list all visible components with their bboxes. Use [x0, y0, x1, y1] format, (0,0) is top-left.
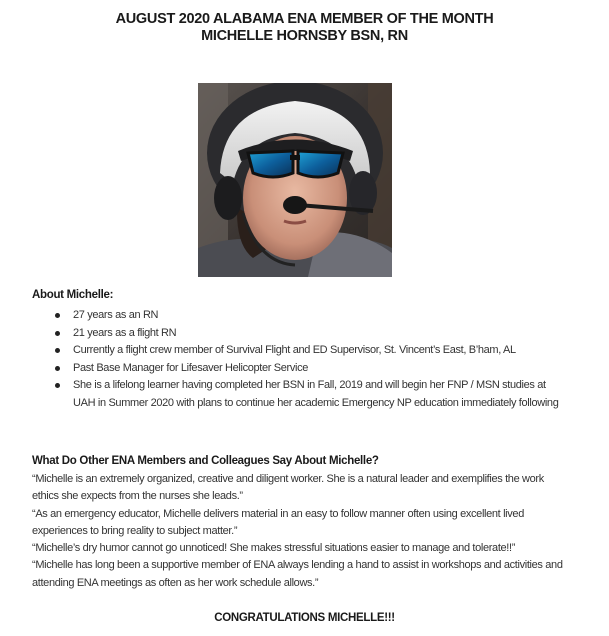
- congratulations-banner: CONGRATULATIONS MICHELLE!!!: [214, 612, 395, 624]
- testimonial-quote: “Michelle is an extremely organized, creative and diligent worker. She is a natural leader and exemplifies the work ethics she expects from the nurses she leads.”: [32, 473, 544, 503]
- list-item: Currently a flight crew member of Survival Flight and ED Supervisor, St. Vincent’s East, B’ham, AL: [50, 342, 560, 360]
- testimonial-quote: “As an emergency educator, Michelle delivers material in an easy to follow manner often using excellent lived experiences to bring reality to subject matter.”: [32, 507, 524, 537]
- about-heading: About Michelle:: [32, 289, 114, 301]
- testimonials-list: [32, 471, 572, 592]
- bullet-icon: [55, 313, 60, 318]
- member-photo: [198, 83, 392, 277]
- testimonial-quote: “Michelle has long been a supportive member of ENA always lending a hand to assist in workshops and activities and attending ENA meetings as often as her work schedule allows.”: [32, 559, 563, 589]
- list-item: She is a lifelong learner having completed her BSN in Fall, 2019 and will begin her FNP / MSN studies at UAH in Summer 2020 with plans to continue her academic Emergency NP education immediately following: [50, 377, 560, 412]
- about-list: [50, 307, 560, 412]
- bullet-icon: [55, 331, 60, 336]
- page-subtitle: MICHELLE HORNSBY BSN, RN: [201, 28, 408, 44]
- list-item: 21 years as a flight RN: [50, 325, 560, 343]
- bullet-icon: [55, 348, 60, 353]
- page-title: AUGUST 2020 ALABAMA ENA MEMBER OF THE MONTH: [115, 11, 494, 27]
- bullet-icon: [55, 366, 60, 371]
- list-item: Past Base Manager for Lifesaver Helicopter Service: [50, 360, 560, 378]
- list-item: 27 years as an RN: [50, 307, 560, 325]
- bullet-icon: [55, 383, 60, 388]
- testimonials-heading: What Do Other ENA Members and Colleagues Say About Michelle?: [32, 455, 379, 467]
- testimonial-quote: “Michelle’s dry humor cannot go unnoticed! She makes stressful situations easier to manage and tolerate!!”: [32, 542, 516, 555]
